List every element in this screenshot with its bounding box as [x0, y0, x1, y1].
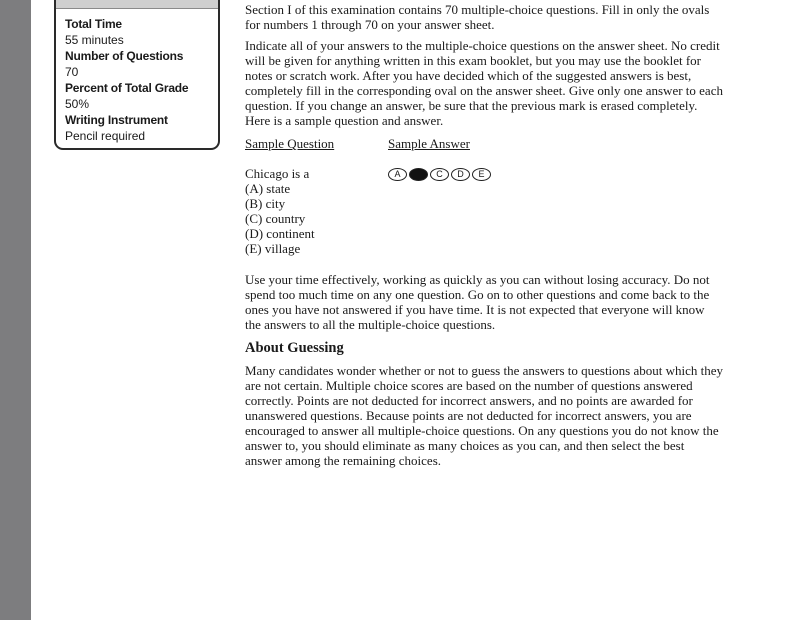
info-box-header	[56, 0, 218, 9]
exam-specs-list	[65, 16, 188, 144]
sample-choice-c: (C) country	[245, 211, 306, 226]
spec-value-writing-instrument: Pencil required	[65, 129, 146, 143]
answer-bubble-b	[409, 168, 428, 181]
exam-info-box	[54, 0, 220, 150]
time-usage-paragraph: Use your time effectively, working as quickly as you can without losing accuracy. Do not spend too much time on any one question. Go on to other questions and come back to the ones you have not answered if you have time. It is not expected that everyone will know the answers to all the multiple-choice questions.	[245, 272, 710, 332]
sample-choice-b: (B) city	[245, 196, 286, 211]
sample-question-stem: Chicago is a	[245, 166, 310, 181]
sample-answer	[388, 136, 588, 182]
spec-label-writing-instrument: Writing Instrument	[65, 113, 168, 127]
answer-bubble-e: E	[472, 168, 491, 181]
sample-choice-d: (D) continent	[245, 226, 315, 241]
spec-value-percent-of-grade: 50%	[65, 97, 90, 111]
spec-value-total-time: 55 minutes	[65, 33, 124, 47]
intro-paragraph-1: Section I of this examination contains 70 multiple-choice questions. Fill in only the ovals for numbers 1 through 70 on your answer sheet.	[245, 2, 710, 32]
spec-value-number-of-questions: 70	[65, 65, 79, 79]
spec-label-total-time: Total Time	[65, 17, 122, 31]
intro-paragraph-2: Indicate all of your answers to the multiple-choice questions on the answer sheet. No credit will be given for anything written in this exam booklet, but you may use the booklet for notes or scratch work. After you have decided which of the suggested answers is best, completely fill in the corresponding oval on the answer sheet. Give only one answer to each question. If you change an answer, be sure that the previous mark is erased completely. Here is a sample question and answer.	[245, 38, 723, 128]
answer-bubble-d: D	[451, 168, 470, 181]
spec-label-number-of-questions: Number of Questions	[65, 49, 184, 63]
answer-bubble-c: C	[430, 168, 449, 181]
guessing-heading: About Guessing	[245, 340, 344, 356]
sample-section	[245, 136, 723, 272]
spec-label-percent-of-grade: Percent of Total Grade	[65, 81, 189, 95]
sample-choice-a: (A) state	[245, 181, 291, 196]
guessing-paragraph: Many candidates wonder whether or not to guess the answers to questions about which they are not certain. Multiple choice scores are based on the number of questions answered correctly. Points are not deducted for incorrect answers, and no points are awarded for unanswered questions. Because points are not deducted for incorrect answers, you are encouraged to answer all multiple-choice questions. On any questions you do not know the answer to, you should eliminate as many choices as you can, and then select the best answer among the remaining choices.	[245, 363, 724, 468]
answer-bubble-a: A	[388, 168, 407, 181]
sample-choice-e: (E) village	[245, 241, 301, 256]
sample-answer-heading: Sample Answer	[388, 136, 470, 151]
sample-question-heading: Sample Question	[245, 136, 335, 151]
answer-bubble-row	[388, 166, 588, 182]
page-gutter	[0, 0, 31, 620]
sample-question	[245, 136, 385, 256]
instructions-body	[245, 2, 723, 474]
